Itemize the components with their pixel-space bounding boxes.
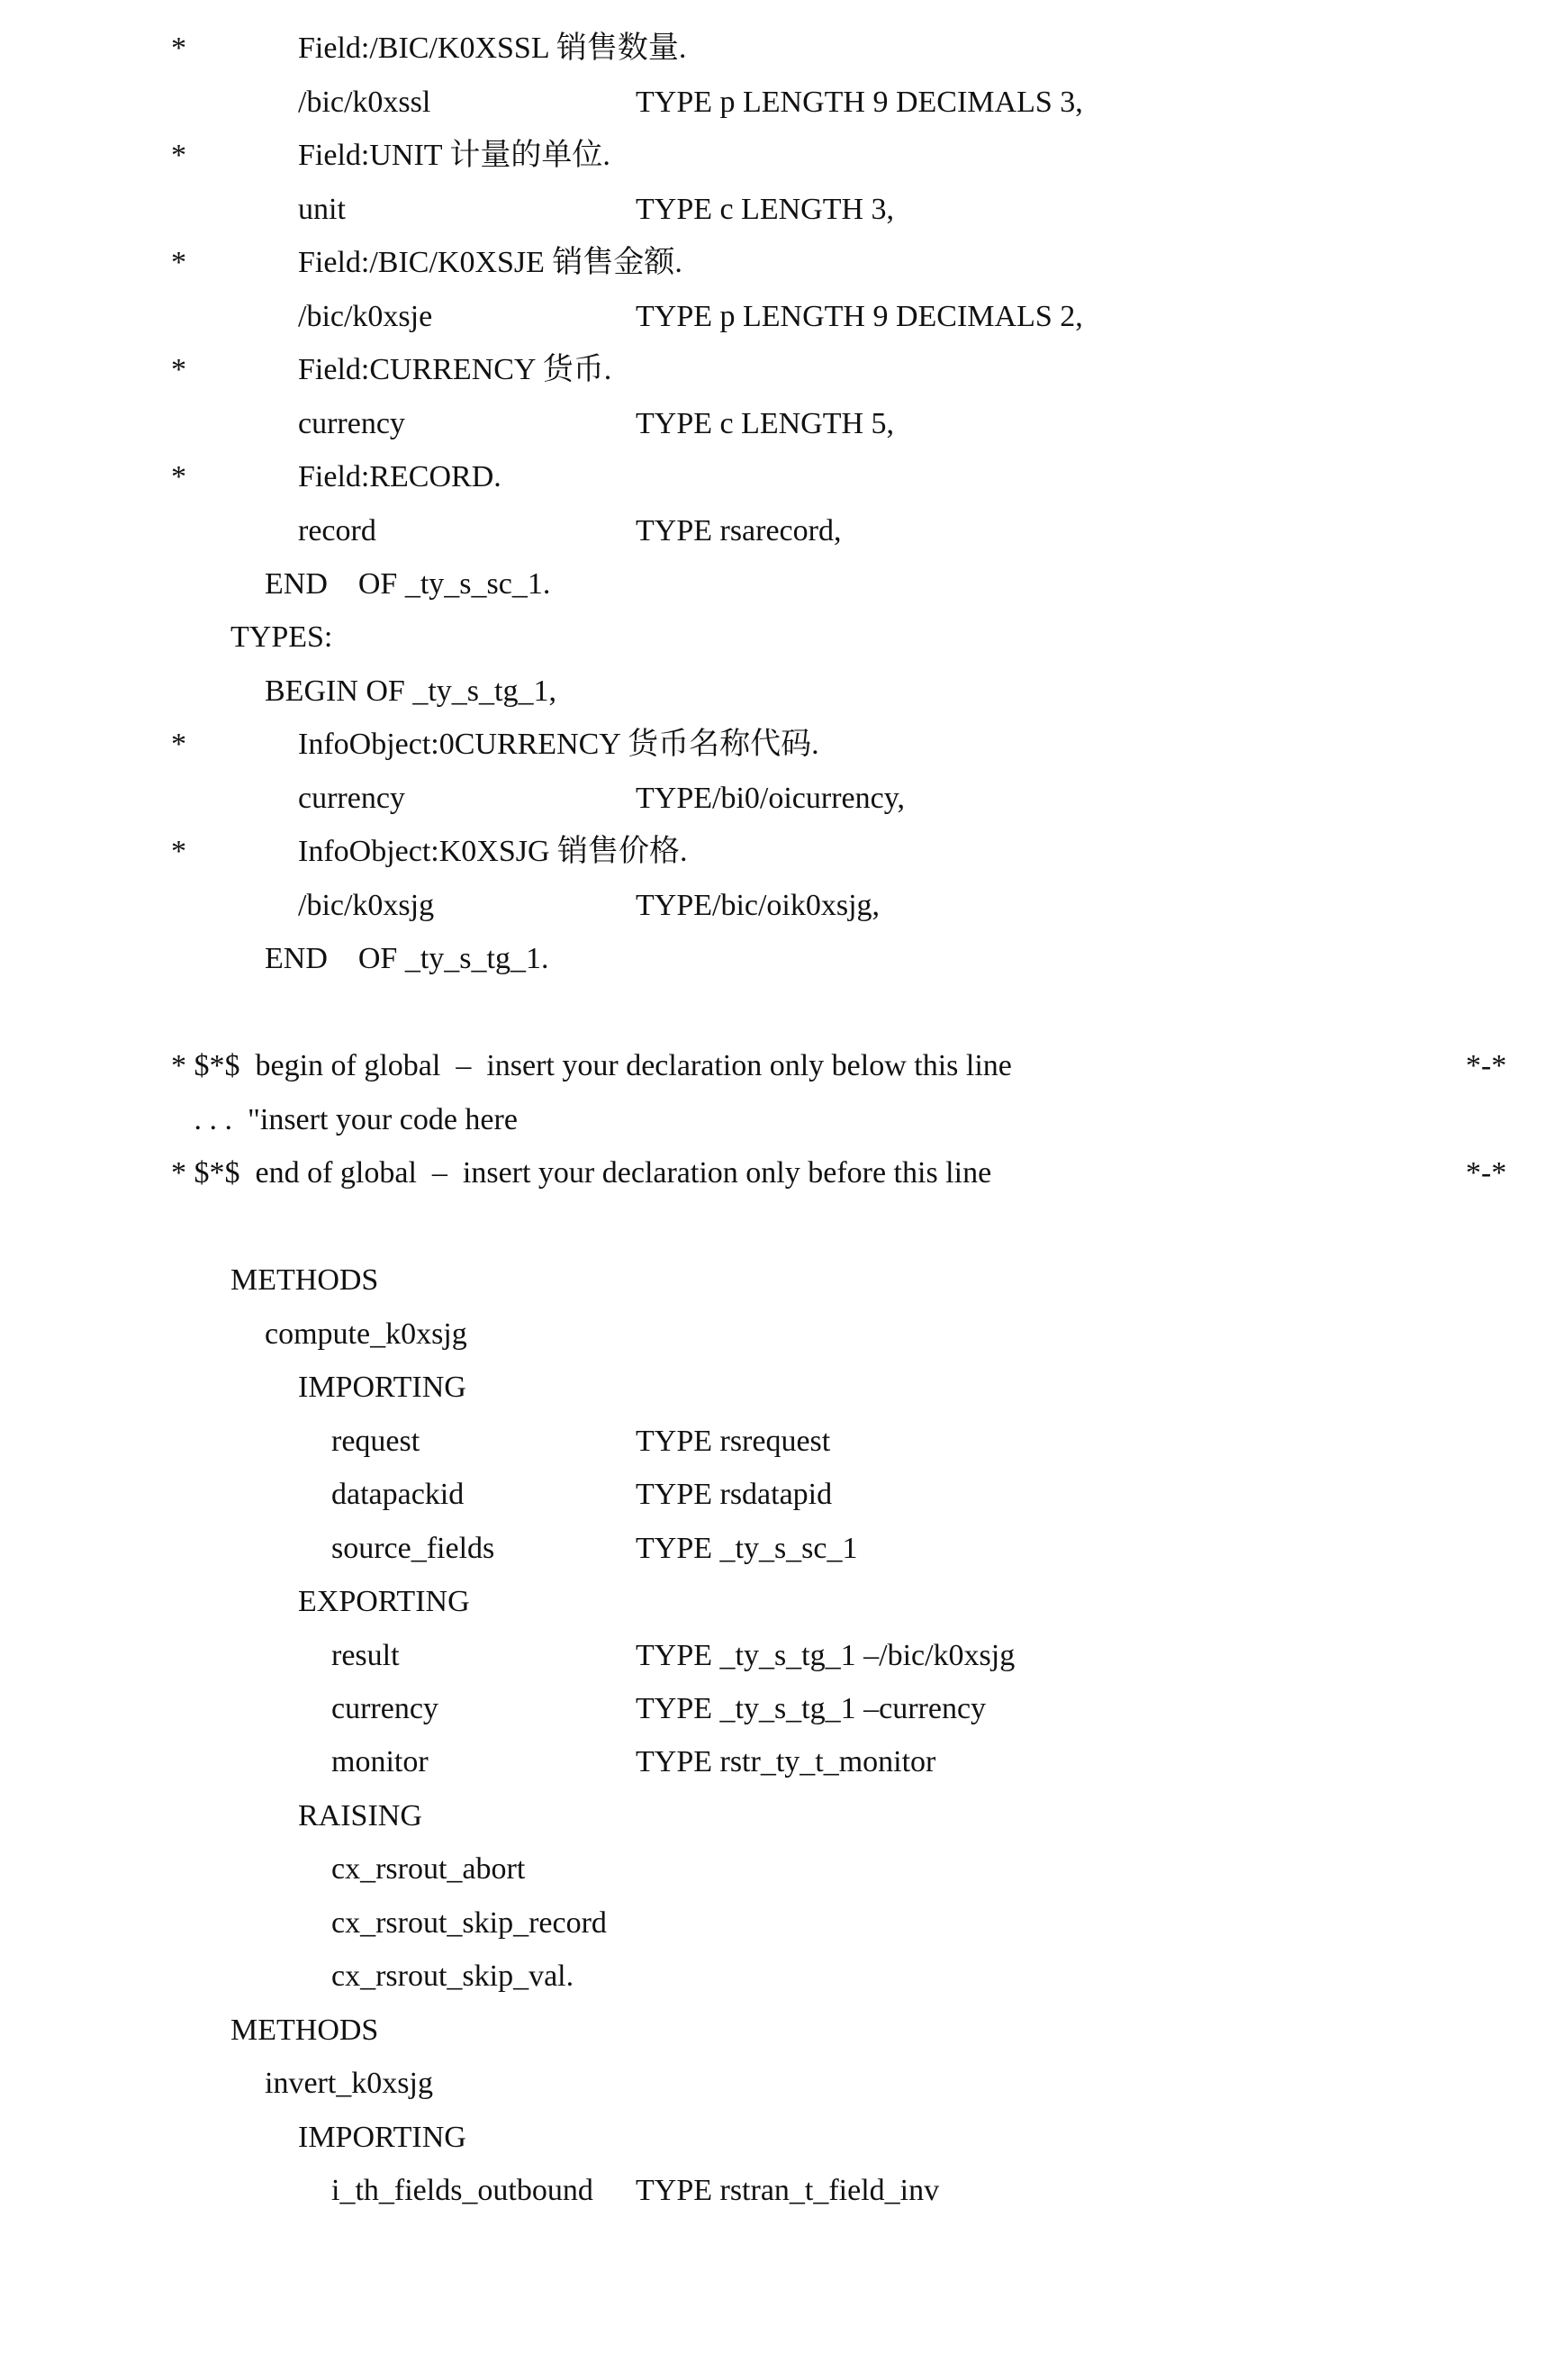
- code-line: [0, 236, 682, 290]
- param-type: TYPE rsdatapid: [636, 1478, 833, 1511]
- field-name: unit: [298, 193, 346, 226]
- field-name: /bic/k0xssl: [298, 86, 431, 119]
- comment-marker: *: [171, 835, 186, 868]
- field-name: record: [298, 514, 376, 547]
- code-line: [0, 825, 688, 879]
- code-text: BEGIN OF _ty_s_tg_1,: [265, 674, 556, 708]
- code-line: [0, 772, 905, 826]
- code-line: [0, 450, 501, 504]
- method-name: compute_k0xsjg: [265, 1317, 467, 1351]
- code-line: [0, 1789, 422, 1843]
- code-line: [0, 1308, 467, 1362]
- exception-name: cx_rsrout_skip_val.: [331, 1959, 574, 1993]
- param-type: TYPE rsrequest: [636, 1425, 831, 1458]
- code-keyword: RAISING: [298, 1799, 422, 1833]
- param-name: request: [331, 1425, 420, 1458]
- code-text: InfoObject:K0XSJG 销售价格.: [298, 835, 688, 868]
- code-line: [0, 1896, 607, 1950]
- field-type: TYPE/bi0/oicurrency,: [636, 782, 905, 815]
- comment-end-marker: *-*: [1466, 1156, 1507, 1190]
- field-name: currency: [298, 407, 405, 440]
- field-name: /bic/k0xsjg: [298, 889, 435, 922]
- field-type: TYPE p LENGTH 9 DECIMALS 2,: [636, 300, 1083, 333]
- comment-marker: *: [171, 246, 186, 279]
- code-keyword: IMPORTING: [298, 1371, 466, 1404]
- comment-text: * $*$ begin of global – insert your declaration only below this line: [171, 1049, 1012, 1082]
- code-line: [0, 611, 333, 665]
- code-line: [0, 1682, 987, 1736]
- code-text: Field:/BIC/K0XSJE 销售金额.: [298, 246, 682, 279]
- field-type: TYPE c LENGTH 5,: [636, 407, 895, 440]
- code-line: [0, 665, 556, 719]
- field-type: TYPE rsarecord,: [636, 514, 842, 547]
- code-line: [0, 343, 612, 397]
- code-line: [0, 718, 819, 772]
- code-line: [0, 2111, 466, 2165]
- code-line: [0, 1522, 858, 1576]
- code-line: [0, 1415, 831, 1469]
- code-line: [0, 22, 687, 76]
- comment-marker: *: [171, 460, 186, 493]
- method-name: invert_k0xsjg: [265, 2067, 433, 2100]
- field-type: TYPE/bic/oik0xsjg,: [636, 889, 881, 922]
- code-line: [0, 2164, 940, 2218]
- param-type: TYPE rstr_ty_t_monitor: [636, 1745, 936, 1778]
- exception-name: cx_rsrout_abort: [331, 1852, 526, 1886]
- param-name: i_th_fields_outbound: [331, 2174, 593, 2207]
- code-line: [0, 397, 895, 451]
- param-name: monitor: [331, 1745, 429, 1778]
- code-line: [0, 183, 895, 237]
- comment-text: . . . "insert your code here: [171, 1103, 518, 1136]
- code-line: [0, 932, 549, 986]
- param-name: result: [331, 1639, 400, 1672]
- code-line: [0, 879, 881, 933]
- global-comment-line: [0, 1093, 518, 1147]
- code-line: [0, 504, 842, 558]
- code-keyword: METHODS: [230, 2013, 379, 2047]
- code-line: [0, 129, 610, 183]
- comment-text: * $*$ end of global – insert your declaration only before this line: [171, 1156, 992, 1190]
- comment-end-marker: *-*: [1466, 1049, 1507, 1082]
- code-line: [0, 2004, 379, 2058]
- param-name: source_fields: [331, 1532, 495, 1565]
- field-type: TYPE p LENGTH 9 DECIMALS 3,: [636, 86, 1083, 119]
- code-line: [0, 1735, 936, 1789]
- exception-name: cx_rsrout_skip_record: [331, 1906, 607, 1940]
- code-line: [0, 557, 551, 611]
- code-text: Field:CURRENCY 货币.: [298, 353, 612, 386]
- param-type: TYPE rstran_t_field_inv: [636, 2174, 940, 2207]
- code-line: [0, 1361, 466, 1415]
- code-line: [0, 1253, 379, 1308]
- code-keyword: IMPORTING: [298, 2121, 466, 2154]
- code-keyword: EXPORTING: [298, 1585, 470, 1618]
- code-text: END OF _ty_s_tg_1.: [265, 942, 549, 975]
- code-text: Field:/BIC/K0XSSL 销售数量.: [298, 32, 687, 65]
- field-name: currency: [298, 782, 405, 815]
- code-text: END OF _ty_s_sc_1.: [265, 567, 551, 601]
- comment-marker: *: [171, 353, 186, 386]
- code-keyword: METHODS: [230, 1263, 379, 1297]
- code-text: Field:RECORD.: [298, 460, 501, 493]
- global-comment-line: [0, 1146, 1507, 1200]
- code-line: [0, 1842, 526, 1896]
- field-type: TYPE c LENGTH 3,: [636, 193, 895, 226]
- code-line: [0, 1468, 833, 1522]
- code-line: [0, 1575, 470, 1629]
- param-name: currency: [331, 1692, 438, 1725]
- code-line: [0, 290, 1083, 344]
- code-text: InfoObject:0CURRENCY 货币名称代码.: [298, 728, 819, 761]
- param-name: datapackid: [331, 1478, 465, 1511]
- comment-marker: *: [171, 139, 186, 172]
- code-text: Field:UNIT 计量的单位.: [298, 139, 610, 172]
- code-keyword: TYPES:: [230, 620, 333, 654]
- code-line: [0, 2057, 433, 2111]
- field-name: /bic/k0xsje: [298, 300, 433, 333]
- global-comment-line: [0, 1039, 1507, 1093]
- code-line: [0, 1629, 1016, 1683]
- code-line: [0, 1950, 574, 2004]
- param-type: TYPE _ty_s_tg_1 –currency: [636, 1692, 987, 1725]
- comment-marker: *: [171, 728, 186, 761]
- param-type: TYPE _ty_s_sc_1: [636, 1532, 858, 1565]
- comment-marker: *: [171, 32, 186, 65]
- code-line: [0, 76, 1083, 130]
- param-type: TYPE _ty_s_tg_1 –/bic/k0xsjg: [636, 1639, 1016, 1672]
